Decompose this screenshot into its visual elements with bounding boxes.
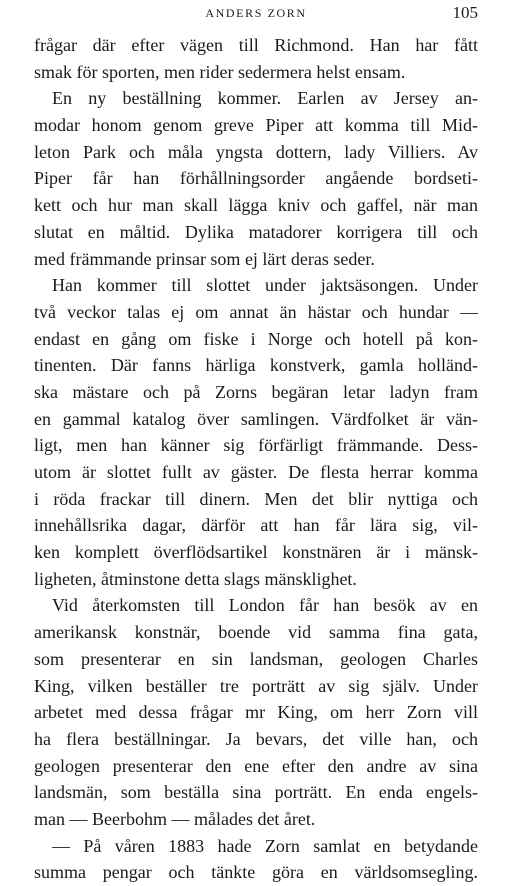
text-line: man — Beerbohm — målades det året. (34, 808, 316, 829)
text-line: Han kommer till slottet under jaktsäsongen. Under (52, 275, 478, 296)
text-line: amerikansk konstnär, boende vid samma fina gata, (34, 622, 478, 643)
text-line: tinenten. Där fanns härliga konstverk, gamla holländ- (34, 355, 478, 376)
paragraph-3 (34, 272, 478, 592)
paragraph-2 (34, 85, 478, 272)
text-line: ha flera beställningar. Ja bevars, det ville han, och (34, 728, 478, 749)
running-head (34, 0, 478, 30)
text-line: Piper får han förhållningsorder angående bordseti- (34, 168, 478, 189)
text-line: summa pengar och tänkte göra en världsomsegling. (34, 862, 478, 883)
text-line: frågar där efter vägen till Richmond. Han har fått (34, 35, 478, 55)
text-line: leton Park och måla yngsta dottern, lady Villiers. Av (34, 141, 478, 162)
paragraph-1 (34, 32, 478, 85)
text-line: utom är slottet fullt av gäster. De flesta herrar komma (34, 462, 478, 482)
text-line: modar honom genom greve Piper att komma till Mid- (34, 115, 478, 136)
text-line: innehållsrika dagar, därför att han får lära sig, vil- (34, 515, 478, 536)
text-line: King, vilken beställer tre porträtt av sig själv. Under (34, 675, 478, 696)
text-line: en gammal katalog över samlingen. Värdfolket är vän- (34, 408, 478, 429)
text-line: endast en gång om fiske i Norge och hotell på kon- (34, 328, 478, 349)
text-line: — På våren 1883 hade Zorn samlat en betydande (52, 835, 478, 856)
text-line: två veckor talas ej om annat än hästar och hundar — (34, 301, 478, 322)
text-line: Vid återkomsten till London får han besök av en (52, 595, 478, 616)
text-line: ligheten, åtminstone detta slags mänsklighet. (34, 568, 357, 589)
text-line: ligt, men han känner sig förfärligt främmande. Dess- (34, 435, 478, 456)
paragraph-4 (34, 592, 478, 832)
book-page (34, 0, 478, 883)
text-line: kett och hur man skall lägga kniv och gaffel, när man (34, 195, 478, 216)
text-line: slutat en måltid. Dylika matadorer korrigera till och (34, 221, 478, 242)
text-line: landsmän, som beställa sina porträtt. En enda engels- (34, 782, 478, 803)
page-number: 105 (452, 3, 478, 22)
paragraph-5 (34, 833, 478, 886)
text-line: arbetet med dessa frågar mr King, om herr Zorn vill (34, 702, 478, 723)
text-line: som presenterar en sin landsman, geologen Charles (34, 648, 478, 669)
text-line: ken komplett överflödsartikel konstnären är i mänsk- (34, 542, 478, 563)
text-line: geologen presenterar den ene efter den andre av sina (34, 755, 478, 776)
text-line: i röda frackar till dinern. Men det blir nyttiga och (34, 488, 478, 509)
text-line: En ny beställning kommer. Earlen av Jersey an- (52, 88, 478, 109)
body-text (34, 32, 478, 886)
text-line: med främmande prinsar som ej lärt deras seder. (34, 248, 375, 269)
text-line: ska mästare och på Zorns begäran letar ladyn fram (34, 381, 478, 402)
running-title: ANDERS ZORN (205, 6, 307, 20)
text-line: smak för sporten, men rider sedermera helst ensam. (34, 61, 406, 82)
